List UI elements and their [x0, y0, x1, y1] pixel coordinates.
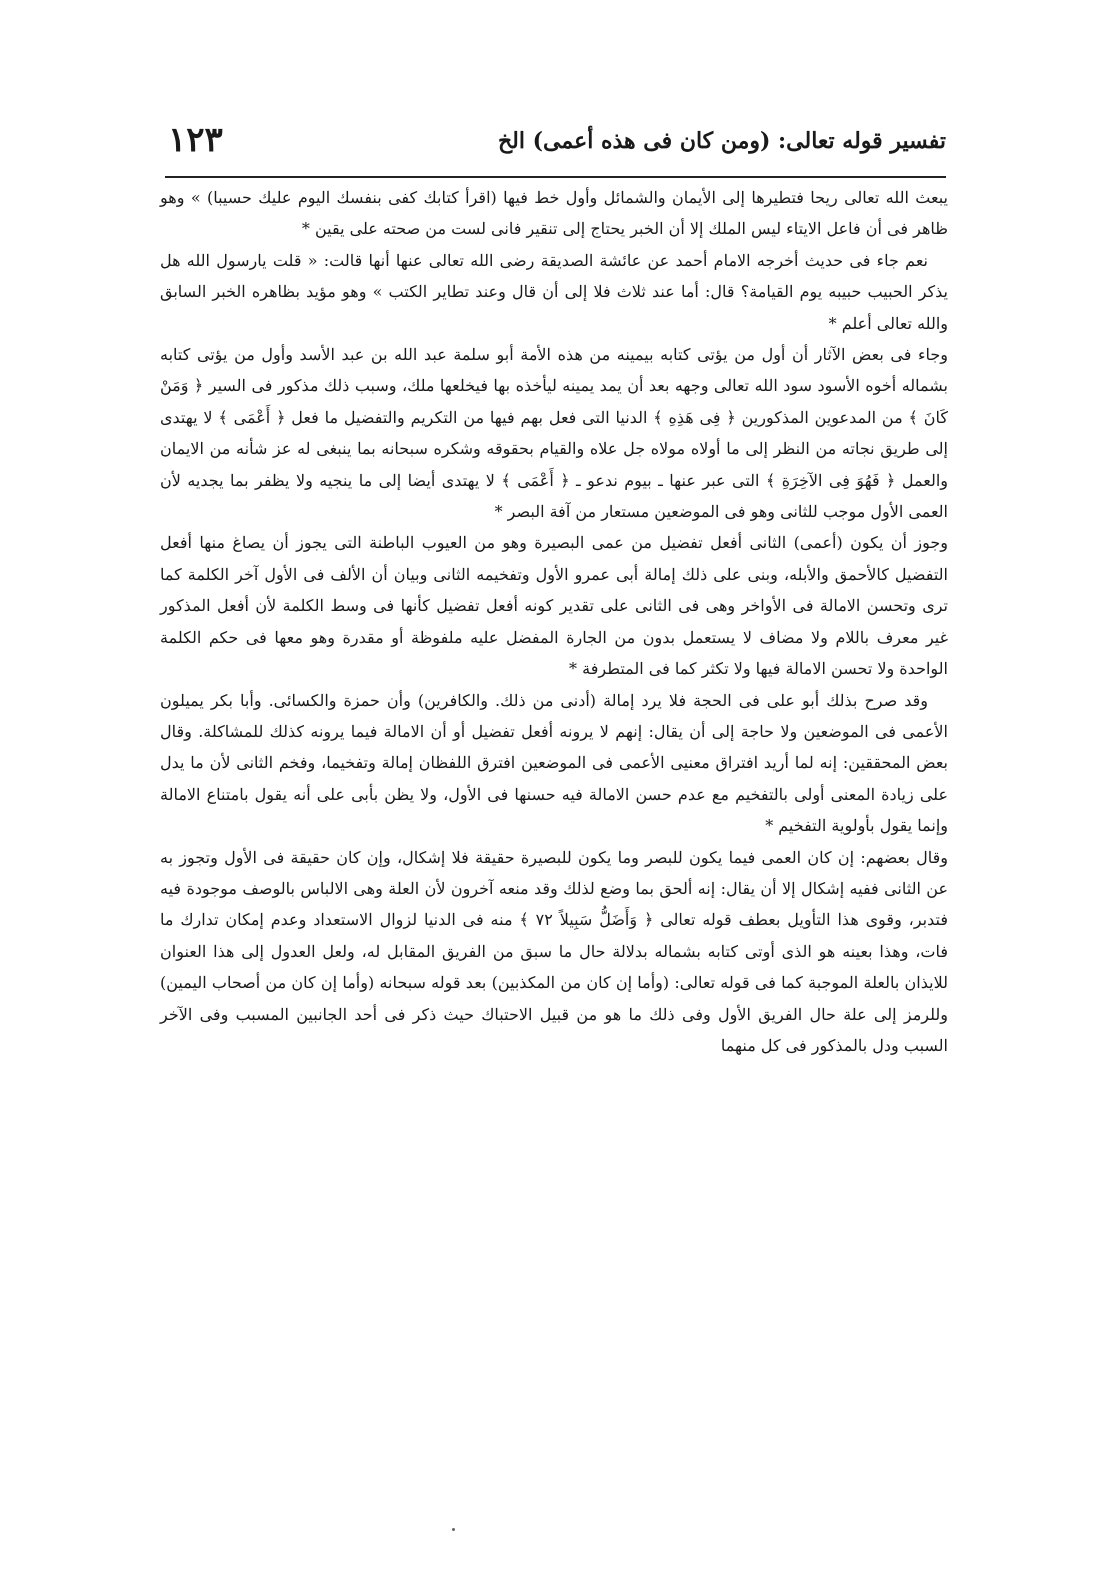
page-number: ١٢٣ [168, 120, 223, 160]
running-head [160, 120, 946, 176]
footer-dot [452, 1528, 455, 1531]
body-text [160, 182, 948, 1061]
paragraph-6: وقال بعضهم: إن كان العمى فيما يكون للبصر وما يكون للبصيرة حقيقة فلا إشكال، وإن كان حقيقة فى الأول وتجوز به عن الثانى ففيه إشكال إلا أن يقال: إنه ألحق بما وضع لذلك وقد منعه آخرون لأن العلة وهى الالباس بالوصف موجودة فيه فتدبر، وقوى هذا التأويل بعطف قوله تعالى ﴿ وَأَضَلُّ سَبِيلاً ٧٢ ﴾ منه فى الدنيا لزوال الاستعداد وعدم إمكان تدارك ما فات، وهذا بعينه هو الذى أوتى كتابه بشماله بدلالة حال ما سبق من الفريق المقابل له، ولعل العدول إلى هذا العنوان للايذان بالعلة الموجبة كما فى قوله تعالى: (وأما إن كان من المكذبين) بعد قوله سبحانه (وأما إن كان من أصحاب اليمين) وللرمز إلى علة حال الفريق الأول وفى ذلك ما هو من قبيل الاحتباك حيث ذكر فى أحد الجانبين المسبب وفى الآخر السبب ودل بالمذكور فى كل منهما [160, 847, 949, 1055]
paragraph-5: وقد صرح بذلك أبو على فى الحجة فلا يرد إمالة (أدنى من ذلك. والكافرين) وأن حمزة والكسائى. وأبا بكر يميلون الأعمى فى الموضعين ولا حاجة إلى أن يقال: إنهم لا يرونه أفعل تفضيل أو أن الامالة فيما يرونه كذلك للمشاكلة. وقال بعض المحققين: إنه لما أريد افتراق معنيى الأعمى فى الموضعين افترق اللفظان إمالة وتفخيما، وفخم الثانى لأن ما يدل على زيادة المعنى أولى بالتفخيم مع عدم حسن الامالة فيه حسنها فى الأول، ولا يظن بأبى على أنه يقول بامتناع الامالة وإنما يقول بأولوية التفخيم * [160, 690, 948, 836]
paragraph-3: وجاء فى بعض الآثار أن أول من يؤتى كتابه بيمينه من هذه الأمة أبو سلمة عبد الله بن عبد الأسد وأول من يؤتى كتابه بشماله أخوه الأسود سود الله تعالى وجهه بعد أن يمد يمينه ليأخذه بها فيخلعها ملك، وسبب ذلك مذكور فى السير ﴿ وَمَنْ كَانَ ﴾ من المدعوين المذكورين ﴿ فِى هَذِهِ ﴾ الدنيا التى فعل بهم فيها من التكريم والتفضيل ما فعل ﴿ أَعْمَى ﴾ لا يهتدى إلى طريق نجاته من النظر إلى ما أولاه مولاه جل علاه والقيام بحقوقه وشكره سبحانه بما ينبغى له عز شأنه من الايمان والعمل ﴿ فَهُوَ فِى الآخِرَةِ ﴾ التى عبر عنها ـ بيوم ندعو ـ ﴿ أَعْمَى ﴾ لا يهتدى أيضا إلى ما ينجيه ولا يظفر بما يجديه لأن العمى الأول موجب للثانى وهو فى الموضعين مستعار من آفة البصر * [160, 345, 948, 522]
paragraph-1: يبعث الله تعالى ريحا فتطيرها إلى الأيمان والشمائل وأول خط فيها (اقرأ كتابك كفى بنفسك اليوم عليك حسيبا) » وهو ظاهر فى أن فاعل الايتاء ليس الملك إلا أن الخبر يحتاج إلى تنقير فانى لست من صحته على يقين * [160, 188, 949, 239]
running-title: تفسير قوله تعالى: (ومن كان فى هذه أعمى) الخ [497, 128, 946, 154]
header-rule [165, 176, 946, 178]
paragraph-2: نعم جاء فى حديث أخرجه الامام أحمد عن عائشة الصديقة رضى الله تعالى عنها أنها قالت: « قلت يارسول الله هل يذكر الحبيب حبيبه يوم القيامة؟ قال: أما عند ثلاث فلا إلى أن قال وعند تطاير الكتب » وهو مؤيد بظاهره الخبر السابق والله تعالى أعلم * [160, 250, 948, 333]
paragraph-4: وجوز أن يكون (أعمى) الثانى أفعل تفضيل من عمى البصيرة وهو من العيوب الباطنة التى يجوز أن يصاغ منها أفعل التفضيل كالأحمق والأبله، وبنى على ذلك إمالة أبى عمرو الأول وتفخيمه الثانى وبيان أن الألف فى الأول آخر الكلمة كما ترى وتحسن الامالة فى الأواخر وهى فى الثانى على تقدير كونه أفعل تفضيل كأنها فى وسط الكلمة لأن أفعل المذكور غير معرف باللام ولا مضاف لا يستعمل بدون من الجارة المفضل عليه ملفوظة أو مقدرة وهو معها فى حكم الكلمة الواحدة ولا تحسن الامالة فيها ولا تكثر كما فى المتطرفة * [160, 533, 948, 679]
